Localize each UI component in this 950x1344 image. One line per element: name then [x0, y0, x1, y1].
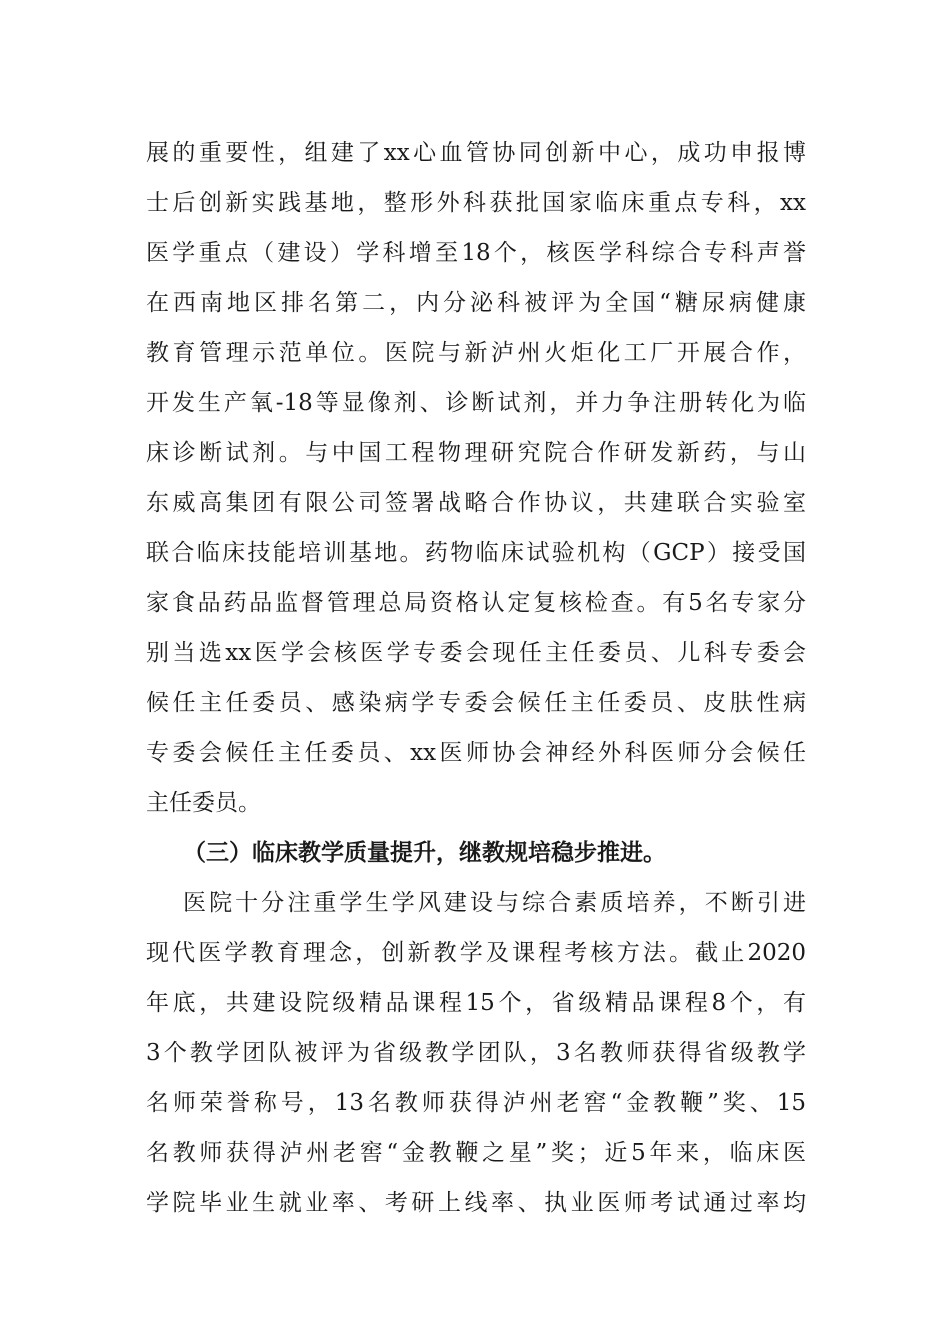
paragraph-line: 教育管理示范单位。医院与新泸州火炬化工厂开展合作， — [146, 340, 806, 366]
paragraph-line: 候任主任委员、感染病学专委会候任主任委员、皮肤性病 — [146, 690, 806, 716]
paragraph-line: 医学重点（建设）学科增至18个，核医学科综合专科声誉 — [146, 240, 806, 266]
paragraph-line: 士后创新实践基地，整形外科获批国家临床重点专科，xx — [146, 190, 806, 216]
paragraph-line: 东威高集团有限公司签署战略合作协议，共建联合实验室 — [146, 490, 806, 516]
paragraph-line: 主任委员。 — [146, 790, 261, 816]
paragraph-line: 3个教学团队被评为省级教学团队，3名教师获得省级教学 — [146, 1040, 806, 1066]
paragraph-line: 别当选xx医学会核医学专委会现任主任委员、儿科专委会 — [146, 640, 806, 666]
paragraph-line: 联合临床技能培训基地。药物临床试验机构（GCP）接受国 — [146, 540, 806, 566]
paragraph-line: 学院毕业生就业率、考研上线率、执业医师考试通过率均 — [146, 1190, 806, 1216]
paragraph-line: 医院十分注重学生学风建设与综合素质培养，不断引进 — [183, 890, 806, 916]
paragraph-line: 展的重要性，组建了xx心血管协同创新中心，成功申报博 — [146, 140, 806, 166]
section-heading: （三）临床教学质量提升，继教规培稳步推进。 — [183, 840, 666, 866]
paragraph-line: 年底，共建设院级精品课程15个，省级精品课程8个，有 — [146, 990, 806, 1016]
paragraph-line: 现代医学教育理念，创新教学及课程考核方法。截止2020 — [146, 940, 806, 966]
paragraph-line: 家食品药品监督管理总局资格认定复核检查。有5名专家分 — [146, 590, 806, 616]
paragraph-line: 开发生产氧-18等显像剂、诊断试剂，并力争注册转化为临 — [146, 390, 806, 416]
paragraph-line: 名教师获得泸州老窖“金教鞭之星”奖；近5年来，临床医 — [146, 1140, 806, 1166]
paragraph-line: 在西南地区排名第二，内分泌科被评为全国“糖尿病健康 — [146, 290, 806, 316]
paragraph-line: 专委会候任主任委员、xx医师协会神经外科医师分会候任 — [146, 740, 806, 766]
paragraph-line: 名师荣誉称号，13名教师获得泸州老窖“金教鞭”奖、15 — [146, 1090, 806, 1116]
paragraph-line: 床诊断试剂。与中国工程物理研究院合作研发新药，与山 — [146, 440, 806, 466]
